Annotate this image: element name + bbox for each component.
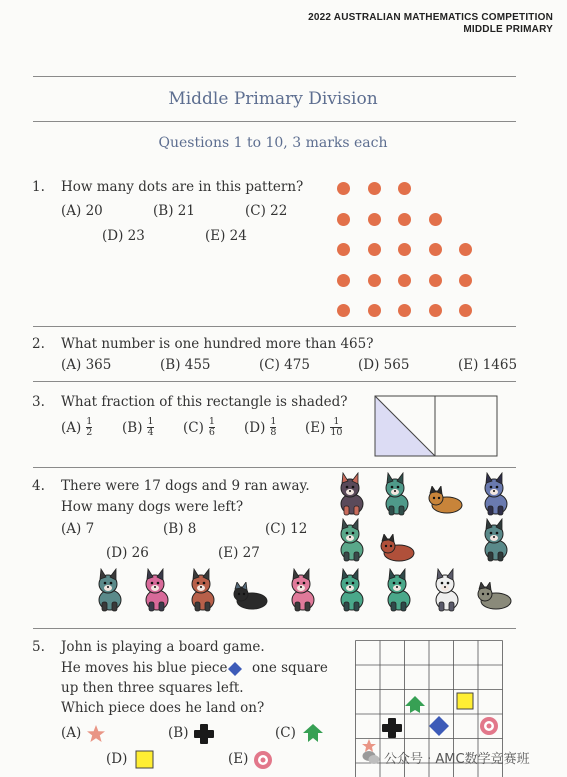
pattern-dot <box>459 243 472 256</box>
question-text: John is playing a board game. <box>61 639 265 655</box>
pattern-dot <box>398 213 411 226</box>
dog-icon <box>375 472 415 516</box>
dog-icon <box>474 518 514 562</box>
question-text: up then three squares left. <box>61 680 244 696</box>
pattern-dot <box>337 182 350 195</box>
green-arrow-piece <box>405 696 425 713</box>
question-number: 3. <box>32 394 45 410</box>
option-e[interactable]: (E) 1465 <box>458 357 518 373</box>
pink-ring-icon <box>252 749 274 771</box>
pattern-dot <box>337 213 350 226</box>
divider <box>33 76 516 77</box>
black-cross-piece <box>383 719 401 737</box>
pattern-dot <box>337 304 350 317</box>
option-e[interactable] <box>305 417 342 438</box>
divider <box>33 381 516 382</box>
yellow-square-piece <box>457 693 473 709</box>
pink-ring-center <box>487 724 492 729</box>
pattern-dot <box>368 304 381 317</box>
shaded-rectangle <box>374 395 498 457</box>
option-c[interactable]: (C) 475 <box>259 357 310 373</box>
pattern-dot <box>429 304 442 317</box>
question-number: 1. <box>32 179 45 195</box>
question-text: How many dogs were left? <box>61 499 244 515</box>
option-b[interactable] <box>122 417 154 438</box>
option-b[interactable]: (B) 21 <box>153 203 195 219</box>
option-c[interactable]: (C) 12 <box>265 521 308 537</box>
numerator: 1 <box>208 416 215 427</box>
star-icon <box>86 724 106 743</box>
option-d[interactable] <box>244 417 276 438</box>
question-text: Which piece does he land on? <box>61 700 265 716</box>
fraction <box>86 417 92 438</box>
question-text: What number is one hundred more than 465? <box>61 336 374 352</box>
pattern-dot <box>398 304 411 317</box>
fraction <box>147 417 153 438</box>
pattern-dot <box>398 243 411 256</box>
question-text: How many dots are in this pattern? <box>61 179 304 195</box>
option-label: (D) <box>106 751 128 767</box>
green-arrow-icon <box>302 723 324 743</box>
pattern-dot <box>368 182 381 195</box>
dog-icon <box>330 568 370 612</box>
option-label: (E) <box>228 751 249 767</box>
dog-icon <box>474 472 514 516</box>
option-label: (A) <box>61 725 82 741</box>
option-e[interactable]: (E) 27 <box>218 545 260 561</box>
pattern-dot <box>429 274 442 287</box>
numerator: 1 <box>270 416 277 427</box>
competition-title: 2022 AUSTRALIAN MATHEMATICS COMPETITION <box>308 12 553 23</box>
pattern-dot <box>429 213 442 226</box>
pattern-dot <box>459 274 472 287</box>
fraction <box>330 417 342 438</box>
dog-icon <box>181 568 221 612</box>
option-label: (D) <box>244 419 266 436</box>
denominator: 10 <box>330 427 343 438</box>
question-text: one square <box>252 660 328 676</box>
divider <box>33 326 516 327</box>
dog-icon <box>135 568 175 612</box>
dog-icon <box>330 472 370 516</box>
pattern-dot <box>398 182 411 195</box>
dog-icon <box>425 568 465 612</box>
pattern-dot <box>459 304 472 317</box>
option-d[interactable] <box>106 751 127 767</box>
option-e[interactable] <box>228 751 248 767</box>
option-a[interactable]: (A) 7 <box>61 521 95 537</box>
question-number: 2. <box>32 336 45 352</box>
option-d[interactable]: (D) 23 <box>102 228 145 244</box>
divider <box>33 467 516 468</box>
option-label: (E) <box>305 419 326 436</box>
watermark <box>362 748 530 767</box>
denominator: 4 <box>147 427 154 438</box>
pattern-dot <box>337 274 350 287</box>
numerator: 1 <box>86 416 93 427</box>
numerator: 1 <box>147 416 154 427</box>
option-c[interactable] <box>183 417 215 438</box>
dog-icon <box>425 486 465 530</box>
divider <box>33 628 516 629</box>
option-label: (B) <box>168 725 189 741</box>
option-b[interactable]: (B) 455 <box>160 357 211 373</box>
option-a[interactable] <box>61 417 92 438</box>
chat-bubble-icon <box>362 750 380 765</box>
section-heading: Questions 1 to 10, 3 marks each <box>158 135 388 151</box>
pattern-dot <box>429 243 442 256</box>
denominator: 6 <box>208 427 215 438</box>
option-label: (B) <box>122 419 143 436</box>
fraction <box>209 417 215 438</box>
denominator: 2 <box>86 427 93 438</box>
option-label: (C) <box>275 725 296 741</box>
option-b[interactable]: (B) 8 <box>163 521 197 537</box>
pattern-dot <box>368 243 381 256</box>
option-b[interactable] <box>168 725 188 741</box>
pattern-dot <box>368 274 381 287</box>
fraction <box>270 417 276 438</box>
yellow-square-icon <box>135 750 154 769</box>
option-c[interactable] <box>275 725 296 741</box>
blue-diamond-piece <box>429 716 449 736</box>
option-e[interactable]: (E) 24 <box>205 228 247 244</box>
question-number: 4. <box>32 478 45 494</box>
dog-icon <box>330 518 370 562</box>
dog-icon <box>474 582 514 626</box>
page-title: Middle Primary Division <box>168 89 378 109</box>
option-a[interactable]: (A) 365 <box>61 357 112 373</box>
option-a[interactable] <box>61 725 81 741</box>
option-a[interactable]: (A) 20 <box>61 203 103 219</box>
option-c[interactable]: (C) 22 <box>245 203 288 219</box>
black-cross-icon <box>194 724 214 744</box>
blue-diamond-icon <box>227 661 243 677</box>
option-d[interactable]: (D) 565 <box>358 357 410 373</box>
watermark-text: 公众号 · AMC数学竞赛班 <box>384 752 530 767</box>
pattern-dot <box>368 213 381 226</box>
divider <box>33 121 516 122</box>
dog-icon <box>281 568 321 612</box>
numerator: 1 <box>333 416 340 427</box>
dog-icon <box>88 568 128 612</box>
question-text: What fraction of this rectangle is shaded? <box>61 394 348 410</box>
option-label: (C) <box>183 419 204 436</box>
question-text: There were 17 dogs and 9 ran away. <box>61 478 310 494</box>
question-number: 5. <box>32 639 45 655</box>
question-text: He moves his blue piece <box>61 660 228 676</box>
option-d[interactable]: (D) 26 <box>106 545 149 561</box>
dog-icon <box>377 568 417 612</box>
pattern-dot <box>398 274 411 287</box>
division-label: MIDDLE PRIMARY <box>463 24 553 35</box>
denominator: 8 <box>270 427 277 438</box>
option-label: (A) <box>61 419 82 436</box>
dog-icon <box>230 582 270 626</box>
pattern-dot <box>337 243 350 256</box>
